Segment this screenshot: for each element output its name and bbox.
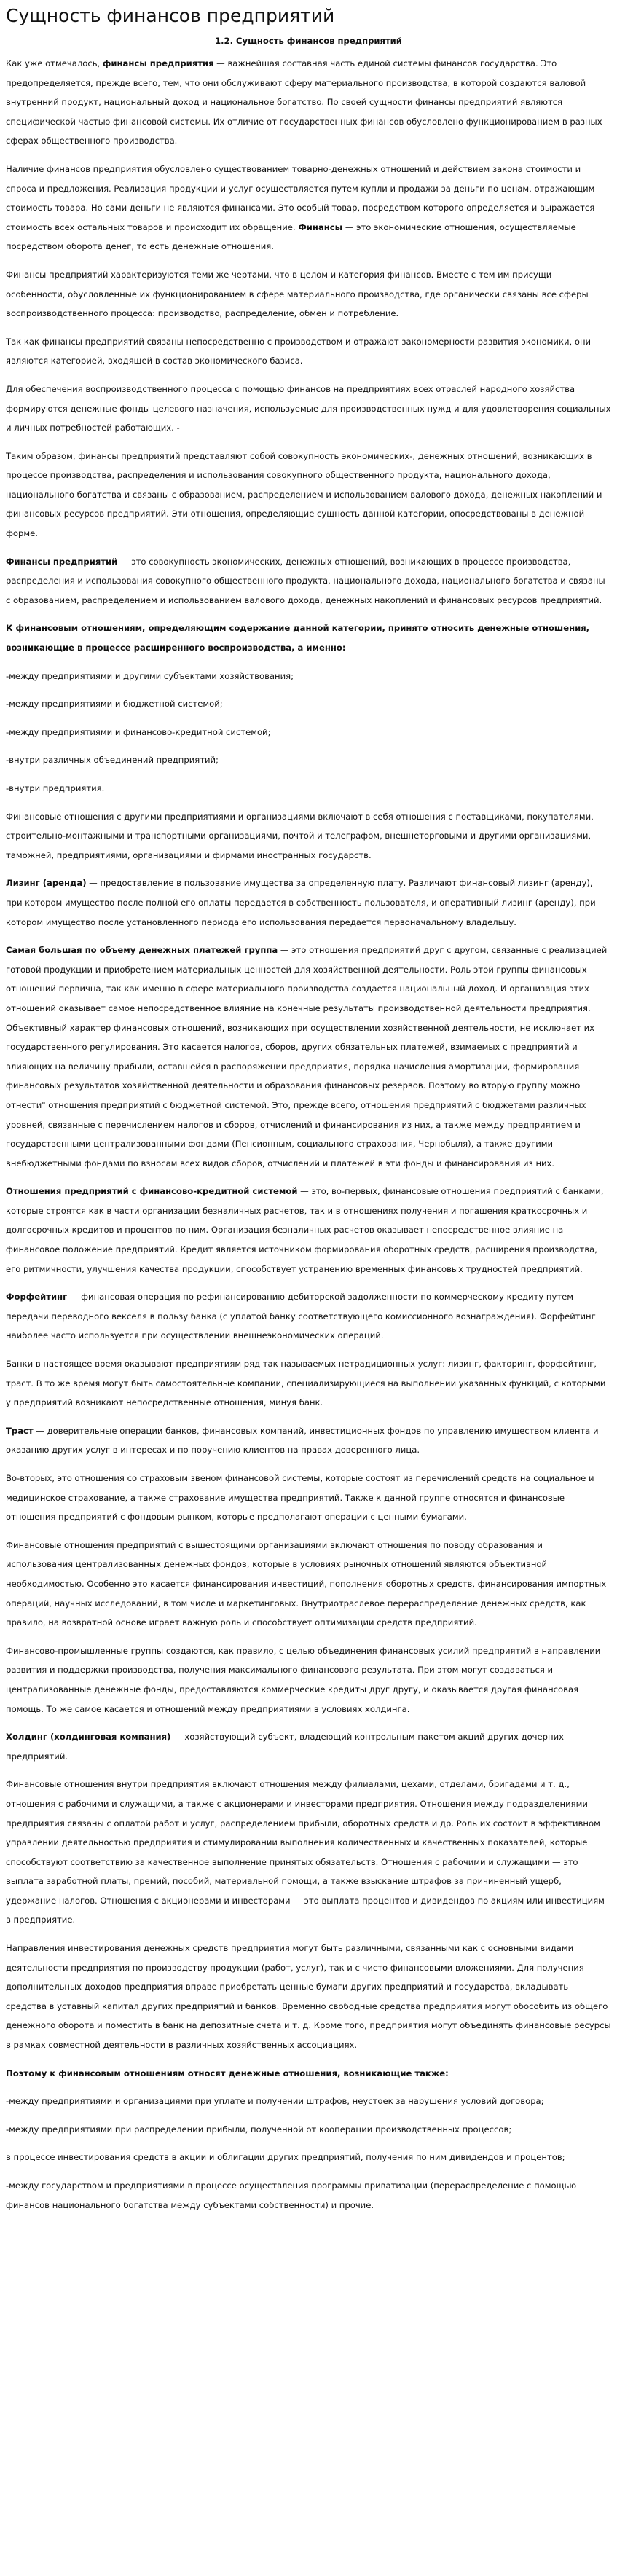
paragraph-text: — это, во-первых, финансовые отношения предприятий с банками, которые строятся как в части организации безналичных расчетов, так и в отношениях получения и погашения краткосрочных и долгосрочных кредитов и процентов по ним. Организация безналичных расчетов оказывает непосредственное влияние на финансовое положение предприятий. Кредит является источником формирования оборотных средств, расширения производства, его ритмичности, улучшения качества продукции, способствует устранению временных финансовых трудностей предприятий. [6,1186,604,1274]
paragraph-text: -между предприятиями и другими субъектами хозяйствования; [6,670,294,681]
paragraph [6,1727,611,1766]
paragraph-text: Финансовые отношения внутри предприятия включают отношения между филиалами, цехами, отделами, бригадами и т. д., отношения с рабочими и служащими, а также с акционерами и инвесторами предприятия. Отношения между подразделениями предприятия связаны с оплатой работ и услуг, распределением прибыли, оборотных средств и др. Роль их состоит в эффективном управлении деятельностью предприятия и стимулировании выполнения количественных и качественных показателей, которые способствуют соответствию за качественное выполнение принятых обязательств. Отношения с рабочими и служащими — это выплата заработной платы, премий, пособий, материальной помощи, а также взыскание штрафов за причиненный ущерб, удержание налогов. Отношения с акционерами и инвесторами — это выплата процентов и дивидендов по акциям или инвестициям в предприятие. [6,1779,605,1925]
paragraph-text: — предоставление в пользование имущества за определенную плату. Различают финансовый лизинг (аренду), при котором имущество после полной его оплаты передается в собственность пользователя, и оперативный лизинг (аренду), при котором имущество после установленного периода его использования передается первоначальному владельцу. [6,878,596,927]
paragraph-text: Финансовые отношения с другими предприятиями и организациями включают в себя отношения с поставщиками, покупателями, строительно-монтажными и транспортными организациями, почтой и телеграфом, внешнеторговыми и другими организациями, таможней, предприятиями, организациями и фирмами иностранных государств. [6,811,594,860]
page-title: Сущность финансов предприятий [6,5,335,26]
paragraph-text: — это экономические отношения, осуществляемые посредством оборота денег, то есть денежные отношения. [6,221,576,252]
bold-term: Лизинг (аренда) [6,878,87,889]
section-heading: 1.2. Сущность финансов предприятий [215,36,402,46]
bold-term: К финансовым отношениям, определяющим содержание данной категории, принято относить денежные отношения, возникающие в процессе расширенного воспроизводства, а именно: [6,623,590,653]
paragraph [6,1287,611,1346]
bold-term: Траст [6,1425,34,1436]
paragraph [6,2148,611,2167]
paragraph-text: Банки в настоящее время оказывают предприятиям ряд так называемых нетрадиционных услуг: лизинг, факторинг, форфейтинг, траст. В то же время могут быть самостоятельные компании, специализирующиеся на выполнении указанных функций, с которыми у предприятий возникают непосредственные отношения, минуя банк. [6,1359,606,1408]
paragraph-text: — доверительные операции банков, финансовых компаний, инвестиционных фондов по управлению имуществом клиента и оказанию других услуг в интересах и по поручению клиентов на правах доверенного лица. [6,1425,599,1456]
paragraph-text: Для обеспечения воспроизводственного процесса с помощью финансов на предприятиях всех отраслей народного хозяйства формируются денежные фонды целевого назначения, используемые для производственных нужд и для удовлетворения социальных и личных потребностей работающих. - [6,383,611,433]
paragraph [6,552,611,610]
paragraph [6,807,611,865]
paragraph [6,265,611,323]
paragraph [6,1469,611,1527]
paragraph [6,619,611,657]
paragraph [6,332,611,371]
paragraph [6,447,611,543]
bold-term: Финансы [298,221,343,232]
paragraph [6,1939,611,2055]
paragraph [6,2092,611,2111]
paragraph-text: -между предприятиями при распределении прибыли, полученной от кооперации производственных процессов; [6,2124,512,2135]
paragraph [6,750,611,770]
paragraph-text: Как уже отмечалось, [6,58,103,68]
paragraph-text: -между предприятиями и бюджетной системой; [6,699,223,710]
paragraph-text: Во-вторых, это отношения со страховым звеном финансовой системы, которые состоят из перечислений средств на социальное и медицинское страхование, а также страхование имущества предприятий. Также к данной группе относятся и финансовые отношения предприятий с фондовым рынком, которые предполагают операции с ценными бумагами. [6,1473,594,1523]
paragraph-text: — это отношения предприятий друг с другом, связанные с реализацией готовой продукции и приобретением материальных ценностей для хозяйственной деятельности. Роль этой группы финансовых отношений первична, так как именно в сфере материального производства создается национальный доход. И организация этих отношений оказывает самое непосредственное влияние на конечные результаты производственной деятельности предприятия. Объективный характер финансовых отношений, возникающих при осуществлении хозяйственной деятельности, не исключает их государственного регулирования. Это касается налогов, сборов, других обязательных платежей, взимаемых с предприятий и влияющих на величину прибыли, оставшейся в распоряжении предприятия, порядка начисления амортизации, формирования финансовых результатов хозяйственной деятельности и образования финансовых резервов. Поэтому во вторую группу можно отнести" отношения предприятий с бюджетной системой. Это, прежде всего, отношения предприятий с бюджетами различных уровней, связанные с перечислением налогов и сборов, отчислений и финансирования из них, а также между предприятием и государственными централизованными фондами (Пенсионным, социального страхования, Чернобыля), а также другими внебюджетными фондами по взносам всех видов сборов, отчислений и платежей в эти фонды и финансирования из них. [6,945,608,1169]
paragraph-text: -между предприятиями и финансово-кредитной системой; [6,726,271,737]
bold-term: Форфейтинг [6,1292,68,1303]
bold-term: Финансы предприятий [6,556,118,567]
paragraph-text: — финансовая операция по рефинансированию дебиторской задолженности по коммерческому кредиту путем передачи переводного векселя в пользу банка (с уплатой банку соответствующего комиссионного вознаграждения). Форфейтинг наиболее часто используется при осуществлении внешнеэкономических операций. [6,1292,596,1341]
bold-term: Поэтому к финансовым отношениям относят денежные отношения, возникающие также: [6,2068,449,2078]
paragraph-text: -между государством и предприятиями в процессе осуществления программы приватизации (перераспределение с помощью финансов национального богатства между субъектами собственности) и прочие. [6,2180,577,2210]
paragraph [6,380,611,438]
paragraph [6,2064,611,2084]
paragraph-text: Финансово-промышленные группы создаются, как правило, с целью объединения финансовых усилий предприятий в направлении развития и поддержки производства, получения максимального финансового результата. При этом могут создаваться и централизованные денежные фонды, предоставляются коммерческие кредиты друг другу, и оказывается другая финансовая помощь. То же самое касается и отношений между предприятиями в условиях холдинга. [6,1645,601,1714]
paragraph [6,941,611,1173]
paragraph [6,1354,611,1413]
paragraph [6,160,611,256]
paragraph-text: в процессе инвестирования средств в акции и облигации других предприятий, получения по ним дивидендов и процентов; [6,2152,565,2163]
paragraph-text: -внутри предприятия. [6,783,105,793]
paragraph-text: -внутри различных объединений предприятий; [6,755,219,766]
bold-term: Холдинг (холдинговая компания) [6,1732,171,1743]
bold-term: Самая большая по объему денежных платежей группа [6,945,278,956]
paragraph [6,694,611,714]
paragraph [6,2120,611,2140]
paragraph-text: Финансы предприятий характеризуются теми же чертами, что в целом и категория финансов. Вместе с тем им присущи особенности, обусловленные их функционированием в сфере материального производства, где органически связаны все сферы воспроизводственного процесса: производство, распределение, обмен и потребление. [6,269,589,319]
paragraph [6,1421,611,1460]
paragraph [6,2176,611,2215]
paragraph [6,1536,611,1633]
paragraph [6,54,611,151]
paragraph-text: Направления инвестирования денежных средств предприятия могут быть различными, связанными как с основными видами деятельности предприятия по производству продукции (работ, услуг), так и с чисто финансовыми вложениями. Для получения дополнительных доходов предприятия вправе приобретать ценные бумаги других предприятий и государства, вкладывать средства в уставный капитал других предприятий и банков. Временно свободные средства предприятия могут обособить из общего денежного оборота и поместить в банк на депозитные счета и т. д. Кроме того, предприятия могут объединять финансовые ресурсы в рамках совместной деятельности в различных хозяйственных ассоциациях. [6,1943,611,2051]
paragraph-text: Таким образом, финансы предприятий представляют собой совокупность экономических-, денежных отношений, возникающих в процессе производства, распределения и использования совокупного общественного продукта, национального дохода, национального богатства и связаны с образованием, распределением и использованием валового дохода, денежных накоплений и финансовых ресурсов предприятий. Эти отношения, определяющие сущность данной категории, опосредствованы в денежной форме. [6,450,602,539]
paragraph-text: Наличие финансов предприятия обусловлено существованием товарно-денежных отношений и действием закона стоимости и спроса и предложения. Реализация продукции и услуг осуществляется путем купли и продажи за деньги по ценам, отражающим стоимость товара. Но сами деньги не являются финансами. Это особый товар, посредством которого определяется и выражается стоимость всех остальных товаров и происходит их обращение. [6,163,595,232]
bold-term: Отношения предприятий с финансово-кредитной системой [6,1186,298,1197]
paragraph [6,667,611,686]
paragraph [6,779,611,798]
paragraph [6,873,611,932]
bold-term: финансы предприятия [102,58,214,68]
paragraph-text: — важнейшая составная часть единой системы финансов государства. Это предопределяется, прежде всего, тем, что они обслуживают сферу материального производства, в которой создаются валовой внутренний продукт, национальный доход и национальное богатство. По своей сущности финансы предприятий являются специфической частью финансовой системы. Их отличие от государственных финансов обусловлено функционированием в разных сферах общественного производства. [6,58,602,146]
paragraph [6,1182,611,1279]
paragraph [6,1775,611,1930]
paragraph-text: — это совокупность экономических, денежных отношений, возникающих в процессе производства, распределения и использования совокупного общественного продукта, национального дохода, национального богатства и связаны с образованием, распределением и использованием валового дохода, денежных накоплений и финансовых ресурсов предприятий. [6,556,605,605]
paragraph-text: Так как финансы предприятий связаны непосредственно с производством и отражают закономерности развития экономики, они являются категорией, входящей в состав экономического базиса. [6,336,592,366]
paragraph [6,1641,611,1719]
paragraph [6,723,611,742]
paragraph-text: -между предприятиями и организациями при уплате и получении штрафов, неустоек за нарушения условий договора; [6,2096,544,2107]
paragraph-text: Финансовые отношения предприятий с вышестоящими организациями включают отношения по поводу образования и использования централизованных денежных фондов, которые в условиях рыночных отношений являются объективной необходимостью. Особенно это касается финансирования инвестиций, пополнения оборотных средств, финансирования импортных операций, научных исследований, в том числе и маркетинговых. Внутриотраслевое перераспределение денежных средств, как правило, на возвратной основе играет важную роль и способствует оптимизации средств предприятий. [6,1539,607,1628]
article-body [6,54,611,2215]
paragraph-text: — хозяйствующий субъект, владеющий контрольным пакетом акций других дочерних предприятий. [6,1732,565,1762]
